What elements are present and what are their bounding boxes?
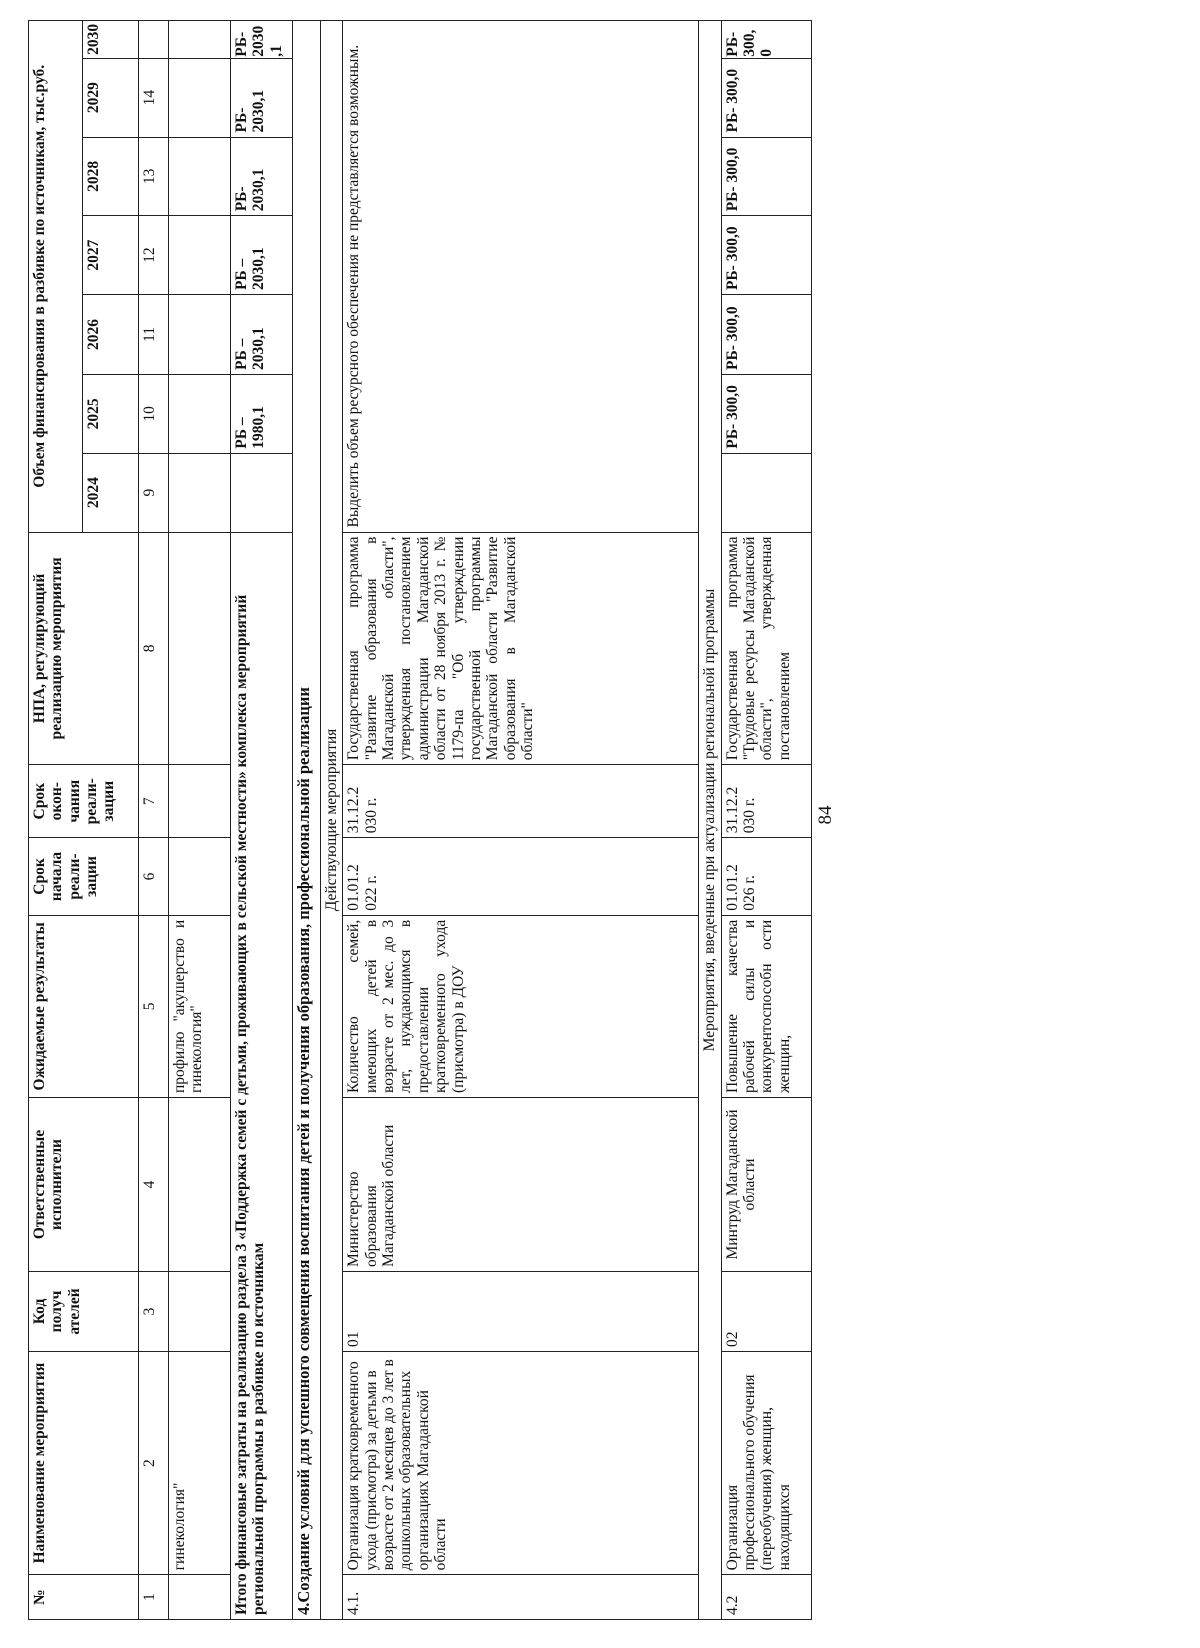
- header-year: 2027: [83, 216, 139, 295]
- subtitle-new: Мероприятия, введенные при актуализации региональной программы: [699, 21, 721, 1620]
- row-value: РБ- 300,0: [721, 374, 811, 453]
- row-executors: Министерство образования Магаданской области: [343, 1098, 699, 1272]
- subtitle-row: [321, 21, 343, 1620]
- row-value: РБ- 300,0: [721, 216, 811, 295]
- row-value: РБ- 300, 0: [721, 21, 811, 59]
- col-number: 3: [139, 1272, 169, 1352]
- continuation-row: [169, 21, 231, 1620]
- row-end: 31.12.2 030 г.: [721, 765, 811, 838]
- row-results: Количество семей, имеющих детей в возрасте от 2 мес. до 3 лет, нуждающимся в предоставлении кратковременного ухода (присмотра) в ДОУ: [343, 915, 699, 1097]
- header-end: Срок окон-чания реали-зации: [29, 765, 139, 838]
- row-funding-note: Выделить объем ресурсного обеспечения не представляется возможным.: [343, 21, 699, 533]
- col-number: 8: [139, 532, 169, 765]
- total-value: РБ – 2030,1: [231, 295, 293, 375]
- header-no: №: [29, 1575, 139, 1620]
- header-name: Наименование мероприятия: [29, 1351, 139, 1574]
- row-npa: Государственная программа "Развитие образования в Магаданской области", утвержденная постановлением администрации Магаданской области от 28 ноября 2013 г. № 1179-па "Об утверждении государственной программы Магаданской области "Развитие образования в Магаданской области": [343, 532, 699, 765]
- section-title-row: [293, 21, 321, 1620]
- cont-results: профилю "акушерство и гинекология": [169, 915, 231, 1097]
- col-number: 5: [139, 915, 169, 1097]
- table-row: [343, 21, 699, 1620]
- col-number: 10: [139, 374, 169, 453]
- total-value: РБ – 2030,1: [231, 216, 293, 295]
- row-executors: Минтруд Магаданской области: [721, 1098, 811, 1272]
- subtitle-row: [699, 21, 721, 1620]
- header-code: Код получ ателей: [29, 1272, 139, 1352]
- total-value: РБ – 1980,1: [231, 374, 293, 453]
- row-name: Организация профессионального обучения (переобучения) женщин, находящихся: [721, 1351, 811, 1574]
- col-number: 14: [139, 58, 169, 137]
- total-value: РБ- 2030,1: [231, 137, 293, 216]
- row-value: [721, 453, 811, 532]
- col-number: 1: [139, 1575, 169, 1620]
- header-results: Ожидаемые результаты: [29, 915, 139, 1097]
- col-number: 2: [139, 1351, 169, 1574]
- col-number: 6: [139, 838, 169, 916]
- total-value: РБ- 2030,1: [231, 58, 293, 137]
- total-value: [231, 453, 293, 532]
- row-end: 31.12.2 030 г.: [343, 765, 699, 838]
- subtitle-current: Действующие мероприятия: [321, 21, 343, 1620]
- row-start: 01.01.2 022 г.: [343, 838, 699, 916]
- col-number: 9: [139, 453, 169, 532]
- col-number: 13: [139, 137, 169, 216]
- table-row: [721, 21, 811, 1620]
- header-year: 2028: [83, 137, 139, 216]
- col-number: 11: [139, 295, 169, 375]
- row-code: 02: [721, 1272, 811, 1352]
- total-row: [231, 21, 293, 1620]
- row-no: 4.2: [721, 1575, 811, 1620]
- header-year: 2029: [83, 58, 139, 137]
- row-results: Повышение качества рабочей силы и конкурентоспособн ости женщин,: [721, 915, 811, 1097]
- header-start: Срок начала реали-зации: [29, 838, 139, 916]
- cont-name: гинекология": [169, 1351, 231, 1574]
- row-start: 01.01.2 026 г.: [721, 838, 811, 916]
- header-executors: Ответственные исполнители: [29, 1098, 139, 1272]
- header-funding: Объем финансирования в разбивке по источникам, тыс.руб.: [29, 21, 83, 533]
- row-value: РБ- 300,0: [721, 137, 811, 216]
- column-numbers-row: [139, 21, 169, 1620]
- header-year: 2026: [83, 295, 139, 375]
- measures-table: [28, 20, 812, 1620]
- rotated-table-wrapper: [28, 20, 928, 1620]
- row-value: РБ- 300,0: [721, 58, 811, 137]
- col-number-blank: [139, 21, 169, 59]
- header-year: 2024: [83, 453, 139, 532]
- row-name: Организация кратковременного ухода (присмотра) за детьми в возрасте от 2 месяцев до 3 лет в дошкольных образовательных организациях Магаданской области: [343, 1351, 699, 1574]
- page-number: 84: [815, 805, 836, 825]
- col-number: 4: [139, 1098, 169, 1272]
- header-row: [29, 21, 83, 1620]
- col-number: 7: [139, 765, 169, 838]
- total-label: Итого финансовые затраты на реализацию раздела 3 «Поддержка семей с детьми, проживающих в сельской местности» комплекса мероприятий региональной программы в разбивке по источникам: [231, 532, 293, 1619]
- row-no: 4.1.: [343, 1575, 699, 1620]
- total-value: РБ- 2030,1: [231, 21, 293, 59]
- header-npa: НПА, регулирующий реализацию мероприятия: [29, 532, 139, 765]
- header-year: 2025: [83, 374, 139, 453]
- section-title: 4.Создание условий для успешного совмещения воспитания детей и получения образования, профессиональной реализации: [293, 21, 321, 1620]
- row-value: РБ- 300,0: [721, 295, 811, 375]
- header-year: 2030: [83, 21, 139, 59]
- row-npa: Государственная программа "Трудовые ресурсы Магаданской области", утвержденная постановлением: [721, 532, 811, 765]
- row-code: 01: [343, 1272, 699, 1352]
- col-number: 12: [139, 216, 169, 295]
